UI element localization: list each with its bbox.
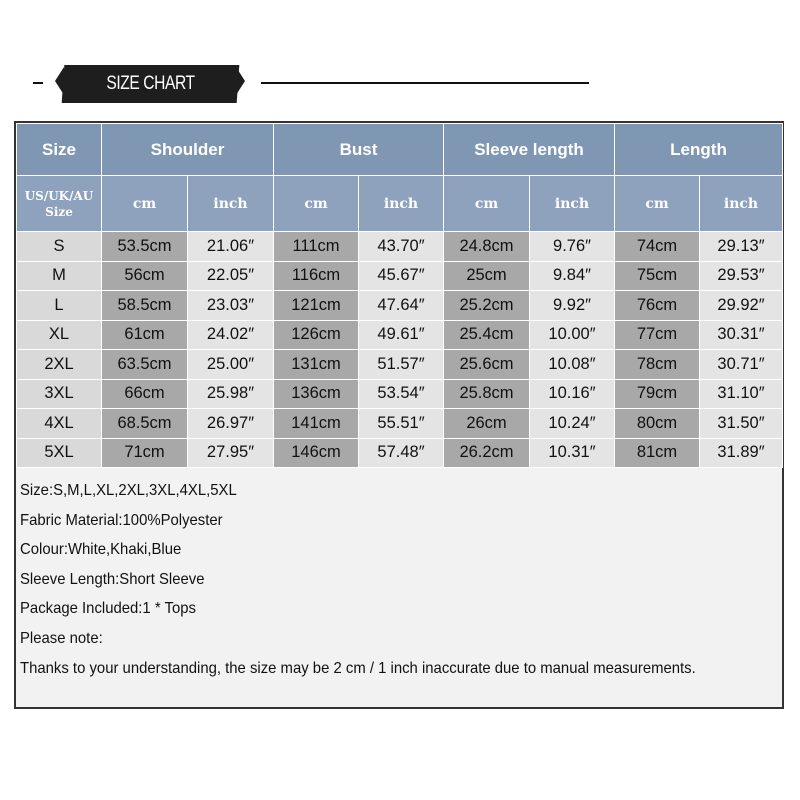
- header-bust: Bust: [274, 124, 444, 176]
- cell-shoulder-inch: 22.05″: [188, 261, 274, 291]
- cell-length-cm: 76cm: [615, 291, 700, 321]
- cell-shoulder-cm: 53.5cm: [102, 232, 188, 262]
- banner-dash: [33, 82, 43, 84]
- cell-bust-inch: 57.48″: [359, 438, 444, 468]
- cell-shoulder-cm: 68.5cm: [102, 409, 188, 439]
- cell-bust-cm: 146cm: [274, 438, 359, 468]
- header-shoulder: Shoulder: [102, 124, 274, 176]
- cell-sleeve-cm: 26.2cm: [444, 438, 530, 468]
- subheader-sleeve-inch: inch: [530, 176, 615, 232]
- cell-sleeve-cm: 25.6cm: [444, 350, 530, 380]
- size-table: [16, 123, 783, 468]
- subheader-shoulder-inch: inch: [188, 176, 274, 232]
- cell-sleeve-inch: 10.00″: [530, 320, 615, 350]
- table-row: [17, 232, 783, 262]
- size-table-body: [17, 232, 783, 468]
- cell-bust-cm: 131cm: [274, 350, 359, 380]
- cell-bust-inch: 45.67″: [359, 261, 444, 291]
- cell-size: XL: [17, 320, 102, 350]
- cell-sleeve-cm: 25.4cm: [444, 320, 530, 350]
- table-row: [17, 320, 783, 350]
- product-notes: [20, 476, 780, 683]
- subheader-shoulder-cm: cm: [102, 176, 188, 232]
- note-line: Package Included:1 * Tops: [20, 600, 196, 618]
- cell-size: 4XL: [17, 409, 102, 439]
- note-line: Fabric Material:100%Polyester: [20, 511, 223, 529]
- cell-shoulder-inch: 23.03″: [188, 291, 274, 321]
- cell-length-inch: 31.50″: [700, 409, 783, 439]
- cell-bust-inch: 47.64″: [359, 291, 444, 321]
- cell-length-cm: 80cm: [615, 409, 700, 439]
- cell-shoulder-inch: 21.06″: [188, 232, 274, 262]
- cell-length-inch: 31.89″: [700, 438, 783, 468]
- table-row: [17, 379, 783, 409]
- cell-size: M: [17, 261, 102, 291]
- cell-sleeve-inch: 10.24″: [530, 409, 615, 439]
- cell-size: S: [17, 232, 102, 262]
- note-line: Sleeve Length:Short Sleeve: [20, 570, 205, 588]
- cell-size: 2XL: [17, 350, 102, 380]
- cell-sleeve-inch: 10.31″: [530, 438, 615, 468]
- table-row: [17, 291, 783, 321]
- cell-length-inch: 30.31″: [700, 320, 783, 350]
- cell-shoulder-cm: 71cm: [102, 438, 188, 468]
- note-line: Thanks to your understanding, the size may be 2 cm / 1 inch inaccurate due to manual measurements.: [20, 659, 696, 677]
- cell-sleeve-cm: 26cm: [444, 409, 530, 439]
- size-chart-title: SIZE CHART: [106, 73, 195, 94]
- cell-bust-cm: 121cm: [274, 291, 359, 321]
- banner-tag-right-tip: [236, 67, 245, 95]
- cell-bust-cm: 126cm: [274, 320, 359, 350]
- banner-rule: [261, 82, 589, 84]
- cell-shoulder-inch: 25.00″: [188, 350, 274, 380]
- cell-sleeve-inch: 10.08″: [530, 350, 615, 380]
- cell-sleeve-cm: 25.2cm: [444, 291, 530, 321]
- cell-bust-inch: 53.54″: [359, 379, 444, 409]
- cell-size: 3XL: [17, 379, 102, 409]
- cell-shoulder-cm: 58.5cm: [102, 291, 188, 321]
- cell-sleeve-cm: 25cm: [444, 261, 530, 291]
- cell-length-inch: 29.13″: [700, 232, 783, 262]
- cell-sleeve-inch: 9.76″: [530, 232, 615, 262]
- cell-shoulder-cm: 56cm: [102, 261, 188, 291]
- cell-sleeve-inch: 9.84″: [530, 261, 615, 291]
- cell-length-inch: 30.71″: [700, 350, 783, 380]
- cell-length-inch: 29.53″: [700, 261, 783, 291]
- table-row: [17, 438, 783, 468]
- cell-shoulder-cm: 66cm: [102, 379, 188, 409]
- cell-sleeve-cm: 24.8cm: [444, 232, 530, 262]
- cell-bust-cm: 116cm: [274, 261, 359, 291]
- cell-sleeve-inch: 9.92″: [530, 291, 615, 321]
- subheader-sleeve-cm: cm: [444, 176, 530, 232]
- note-line: Colour:White,Khaki,Blue: [20, 541, 182, 559]
- table-row: [17, 409, 783, 439]
- header-length: Length: [615, 124, 783, 176]
- cell-length-cm: 81cm: [615, 438, 700, 468]
- cell-size: L: [17, 291, 102, 321]
- cell-bust-cm: 111cm: [274, 232, 359, 262]
- subheader-bust-cm: cm: [274, 176, 359, 232]
- header-size: Size: [17, 124, 102, 176]
- cell-bust-inch: 51.57″: [359, 350, 444, 380]
- subheader-length-cm: cm: [615, 176, 700, 232]
- cell-length-cm: 78cm: [615, 350, 700, 380]
- subheader-length-inch: inch: [700, 176, 783, 232]
- cell-shoulder-cm: 61cm: [102, 320, 188, 350]
- cell-size: 5XL: [17, 438, 102, 468]
- subheader-us-uk-au-size: US/UK/AU Size: [17, 176, 102, 232]
- cell-bust-inch: 55.51″: [359, 409, 444, 439]
- subheader-bust-inch: inch: [359, 176, 444, 232]
- cell-bust-cm: 141cm: [274, 409, 359, 439]
- table-row: [17, 350, 783, 380]
- note-line: Size:S,M,L,XL,2XL,3XL,4XL,5XL: [20, 482, 237, 499]
- cell-sleeve-inch: 10.16″: [530, 379, 615, 409]
- cell-bust-inch: 43.70″: [359, 232, 444, 262]
- size-chart-banner: [0, 60, 800, 108]
- header-sleeve-length: Sleeve length: [444, 124, 615, 176]
- cell-bust-cm: 136cm: [274, 379, 359, 409]
- cell-length-inch: 31.10″: [700, 379, 783, 409]
- cell-length-inch: 29.92″: [700, 291, 783, 321]
- cell-length-cm: 77cm: [615, 320, 700, 350]
- cell-bust-inch: 49.61″: [359, 320, 444, 350]
- cell-shoulder-inch: 26.97″: [188, 409, 274, 439]
- cell-length-cm: 75cm: [615, 261, 700, 291]
- cell-shoulder-inch: 27.95″: [188, 438, 274, 468]
- note-line: Please note:: [20, 629, 103, 647]
- cell-length-cm: 74cm: [615, 232, 700, 262]
- cell-sleeve-cm: 25.8cm: [444, 379, 530, 409]
- cell-shoulder-cm: 63.5cm: [102, 350, 188, 380]
- table-row: [17, 261, 783, 291]
- cell-shoulder-inch: 25.98″: [188, 379, 274, 409]
- cell-length-cm: 79cm: [615, 379, 700, 409]
- cell-shoulder-inch: 24.02″: [188, 320, 274, 350]
